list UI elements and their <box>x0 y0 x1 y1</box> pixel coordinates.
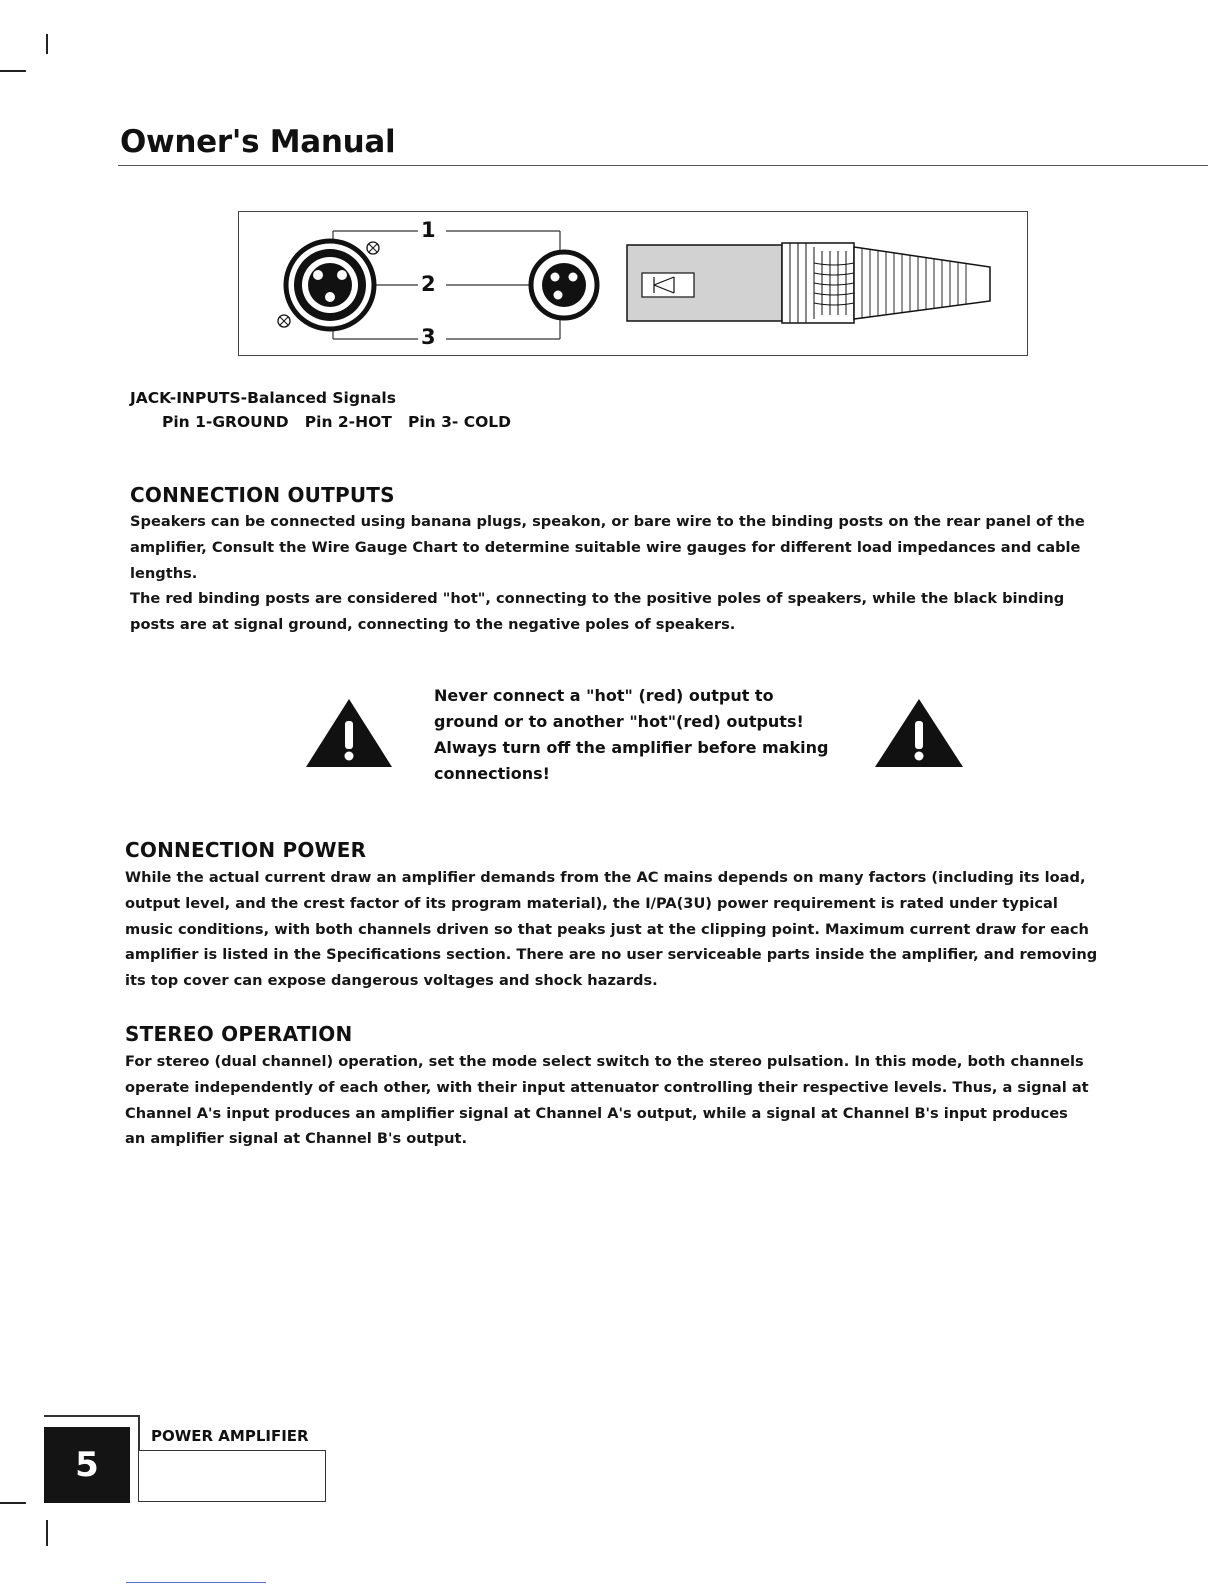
warning-line: ground or to another "hot"(red) outputs! <box>434 712 804 731</box>
warning-triangle-icon <box>873 697 965 769</box>
xlr-connector-illustration <box>238 211 1028 356</box>
connection-outputs-heading: CONNECTION OUTPUTS <box>130 483 395 507</box>
crop-mark <box>0 70 26 72</box>
connection-power-heading: CONNECTION POWER <box>125 838 367 862</box>
warning-line: connections! <box>434 764 550 783</box>
bottom-link-underline <box>126 1582 266 1583</box>
warning-line: Always turn off the amplifier before making <box>434 738 829 757</box>
warning-line: Never connect a "hot" (red) output to <box>434 686 774 705</box>
footer-rule <box>44 1415 140 1417</box>
jack-inputs-title: JACK-INPUTS-Balanced Signals <box>130 389 396 407</box>
paragraph-line: an amplifier signal at Channel B's output. <box>125 1130 467 1148</box>
paragraph-line: music conditions, with both channels driven so that peaks just at the clipping point. Maximum current draw for each <box>125 920 1089 938</box>
paragraph-line: posts are at signal ground, connecting to the negative poles of speakers. <box>130 616 736 634</box>
paragraph-line: lengths. <box>130 564 198 582</box>
paragraph-line: its top cover can expose dangerous voltages and shock hazards. <box>125 972 658 990</box>
footer-frame <box>138 1450 326 1502</box>
paragraph-line: operate independently of each other, with their input attenuator controlling their respective levels. Thus, a signal at <box>125 1078 1089 1096</box>
paragraph-line: output level, and the crest factor of its program material), the I/PA(3U) power requirement is rated under typical <box>125 894 1058 912</box>
paragraph-line: amplifier is listed in the Specifications section. There are no user serviceable parts inside the amplifier, and removing <box>125 946 1098 964</box>
xlr-male-plug-icon <box>531 252 597 318</box>
footer-label: POWER AMPLIFIER <box>151 1427 309 1445</box>
page-title: Owner's Manual <box>120 124 396 160</box>
paragraph-line: The red binding posts are considered "hot", connecting to the positive poles of speakers, while the black binding <box>130 590 1065 608</box>
pin-label-3: 3 <box>421 325 436 349</box>
connection-outputs-paragraph <box>130 509 1085 638</box>
paragraph-line: For stereo (dual channel) operation, set the mode select switch to the stereo pulsation. In this mode, both channels <box>125 1053 1084 1070</box>
warning-triangle-icon <box>304 697 394 769</box>
jack-inputs-caption <box>130 386 511 434</box>
paragraph-line: amplifier, Consult the Wire Gauge Chart to determine suitable wire gauges for different load impedances and cable <box>130 538 1081 556</box>
crop-mark <box>46 34 48 54</box>
title-rule <box>118 165 1208 166</box>
pin-label-2: 2 <box>421 272 436 296</box>
footer-rule <box>138 1415 140 1451</box>
pin-label-1: 1 <box>421 218 436 242</box>
stereo-operation-paragraph <box>125 1049 1089 1152</box>
paragraph-line: Channel A's input produces an amplifier signal at Channel A's output, while a signal at Channel B's input produces <box>125 1104 1068 1122</box>
stereo-operation-heading: STEREO OPERATION <box>125 1022 353 1046</box>
page-number: 5 <box>44 1427 130 1503</box>
warning-text <box>434 683 828 787</box>
paragraph-line: While the actual current draw an amplifier demands from the AC mains depends on many factors (including its load, <box>125 869 1086 886</box>
xlr-connector-side-view-icon <box>627 243 990 323</box>
jack-inputs-pins: Pin 1-GROUND Pin 2-HOT Pin 3- COLD <box>162 413 512 431</box>
xlr-female-socket-icon <box>278 241 379 329</box>
connection-power-paragraph <box>125 865 1097 994</box>
crop-mark <box>46 1520 48 1546</box>
crop-mark <box>0 1502 26 1504</box>
paragraph-line: Speakers can be connected using banana plugs, speakon, or bare wire to the binding posts on the rear panel of the <box>130 513 1085 530</box>
